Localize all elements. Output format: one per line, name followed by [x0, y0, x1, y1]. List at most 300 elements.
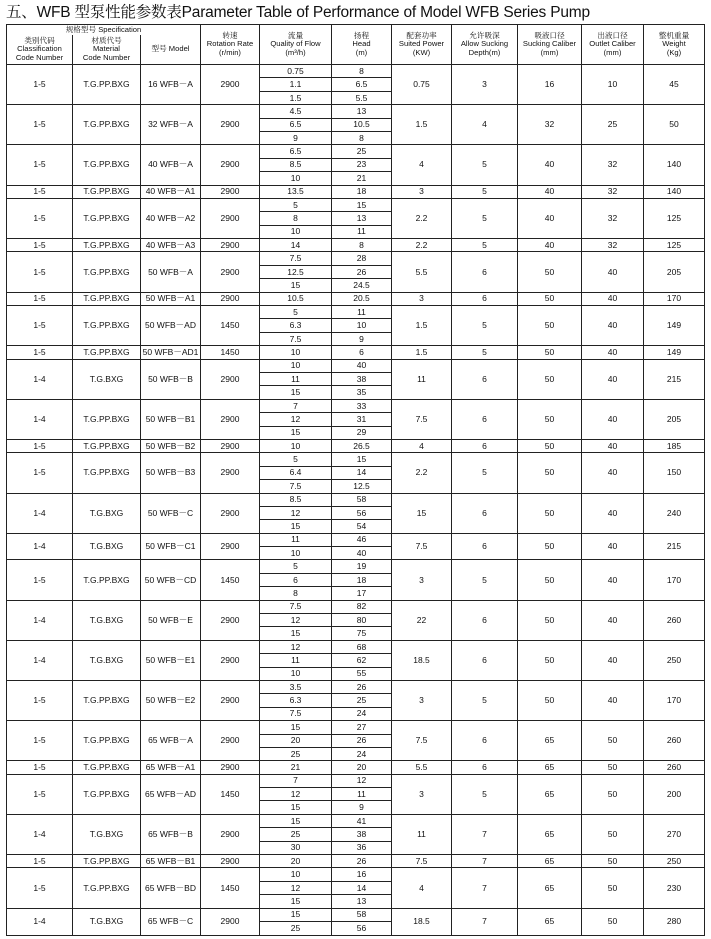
table-row	[7, 533, 705, 546]
model: 50 WFB－E	[141, 600, 201, 640]
head-cell: 17	[332, 587, 392, 600]
table-row	[7, 908, 705, 921]
material-code: T.G.PP.BXG	[73, 439, 141, 452]
material-code: T.G.PP.BXG	[73, 453, 141, 493]
head-cell: 56	[332, 922, 392, 936]
weight: 260	[644, 600, 705, 640]
suited-power: 2.2	[392, 453, 452, 493]
outlet-caliber: 32	[582, 185, 644, 198]
class-code: 1-5	[7, 855, 73, 868]
model: 50 WFB－A	[141, 252, 201, 292]
flow-cell: 15	[260, 627, 332, 640]
weight: 230	[644, 868, 705, 908]
table-row	[7, 814, 705, 827]
table-row	[7, 252, 705, 265]
flow-cell: 6.5	[260, 118, 332, 131]
sucking-depth: 5	[452, 560, 518, 600]
flow-cell: 10.5	[260, 292, 332, 305]
sucking-caliber: 65	[518, 774, 582, 814]
suited-power: 15	[392, 493, 452, 533]
head-cell: 13	[332, 895, 392, 908]
flow-cell: 7.5	[260, 480, 332, 493]
sucking-depth: 5	[452, 346, 518, 359]
sucking-depth: 5	[452, 453, 518, 493]
flow-cell: 7	[260, 774, 332, 787]
head-cell: 13	[332, 105, 392, 118]
class-code: 1-5	[7, 761, 73, 774]
rotation-rate: 1450	[201, 774, 260, 814]
head-cell: 27	[332, 721, 392, 734]
flow-cell: 10	[260, 667, 332, 680]
suited-power: 7.5	[392, 721, 452, 761]
outlet-header: 出液口径 Outlet Caliber (mm)	[582, 25, 644, 65]
model: 65 WFB－B	[141, 814, 201, 854]
outlet-caliber: 40	[582, 560, 644, 600]
head-cell: 9	[332, 332, 392, 345]
head-cell: 20.5	[332, 292, 392, 305]
material-code: T.G.PP.BXG	[73, 761, 141, 774]
head-cell: 58	[332, 908, 392, 921]
flow-cell: 5	[260, 306, 332, 319]
weight: 205	[644, 252, 705, 292]
head-cell: 11	[332, 225, 392, 238]
sucking-caliber: 40	[518, 239, 582, 252]
class-code: 1-5	[7, 774, 73, 814]
flow-cell: 20	[260, 855, 332, 868]
weight: 140	[644, 145, 705, 185]
performance-table	[6, 24, 705, 936]
sucking-depth: 6	[452, 640, 518, 680]
weight: 170	[644, 292, 705, 305]
sucking-depth: 7	[452, 908, 518, 935]
sucking-depth: 6	[452, 600, 518, 640]
flow-cell: 7	[260, 399, 332, 412]
material-code: T.G.PP.BXG	[73, 185, 141, 198]
head-cell: 29	[332, 426, 392, 439]
head-cell: 12.5	[332, 480, 392, 493]
sucking-caliber: 50	[518, 533, 582, 560]
head-cell: 11	[332, 788, 392, 801]
sucking-depth: 6	[452, 292, 518, 305]
model: 65 WFB－A	[141, 721, 201, 761]
flow-cell: 6.3	[260, 319, 332, 332]
weight: 149	[644, 346, 705, 359]
flow-cell: 10	[260, 172, 332, 185]
suited-power: 11	[392, 359, 452, 399]
head-cell: 20	[332, 761, 392, 774]
rotation-rate: 2900	[201, 252, 260, 292]
flow-cell: 6.4	[260, 466, 332, 479]
head-cell: 12	[332, 774, 392, 787]
material-code: T.G.PP.BXG	[73, 198, 141, 238]
model: 32 WFB－A	[141, 105, 201, 145]
model: 40 WFB－A1	[141, 185, 201, 198]
head-cell: 26	[332, 734, 392, 747]
rotation-rate: 2900	[201, 145, 260, 185]
rotation-rate: 2900	[201, 493, 260, 533]
rotation-rate: 2900	[201, 680, 260, 720]
head-cell: 62	[332, 654, 392, 667]
table-row	[7, 292, 705, 305]
flow-cell: 11	[260, 654, 332, 667]
class-code: 1-4	[7, 359, 73, 399]
rotation-rate: 2900	[201, 721, 260, 761]
head-cell: 24	[332, 707, 392, 720]
weight: 150	[644, 453, 705, 493]
flow-cell: 10	[260, 868, 332, 881]
weight: 125	[644, 198, 705, 238]
sucking-caliber: 50	[518, 640, 582, 680]
head-cell: 14	[332, 881, 392, 894]
table-row	[7, 774, 705, 787]
model: 50 WFB－B1	[141, 399, 201, 439]
model: 65 WFB－B1	[141, 855, 201, 868]
model: 50 WFB－B2	[141, 439, 201, 452]
flow-cell: 8.5	[260, 158, 332, 171]
weight: 250	[644, 855, 705, 868]
flow-cell: 15	[260, 721, 332, 734]
flow-cell: 8	[260, 212, 332, 225]
flow-cell: 21	[260, 761, 332, 774]
model: 50 WFB－C1	[141, 533, 201, 560]
outlet-caliber: 50	[582, 908, 644, 935]
rotation-rate: 2900	[201, 600, 260, 640]
table-row	[7, 439, 705, 452]
class-code: 1-5	[7, 239, 73, 252]
rotation-rate: 2900	[201, 640, 260, 680]
head-cell: 38	[332, 828, 392, 841]
weight: 280	[644, 908, 705, 935]
class-code: 1-4	[7, 814, 73, 854]
table-row	[7, 493, 705, 506]
outlet-caliber: 50	[582, 855, 644, 868]
material-code: T.G.PP.BXG	[73, 292, 141, 305]
sucking-caliber: 65	[518, 814, 582, 854]
head-cell: 24	[332, 747, 392, 760]
weight: 250	[644, 640, 705, 680]
class-code: 1-5	[7, 868, 73, 908]
suited-power: 3	[392, 292, 452, 305]
flow-cell: 12	[260, 413, 332, 426]
sucking-depth: 6	[452, 721, 518, 761]
model: 50 WFB－E1	[141, 640, 201, 680]
sucking-caliber: 65	[518, 855, 582, 868]
weight: 170	[644, 680, 705, 720]
head-cell: 75	[332, 627, 392, 640]
flow-cell: 1.5	[260, 91, 332, 104]
sucking-depth: 5	[452, 239, 518, 252]
weight: 185	[644, 439, 705, 452]
flow-cell: 13.5	[260, 185, 332, 198]
table-body	[7, 65, 705, 936]
flow-cell: 12	[260, 881, 332, 894]
head-cell: 35	[332, 386, 392, 399]
rotation-rate: 2900	[201, 453, 260, 493]
head-cell: 26	[332, 265, 392, 278]
outlet-caliber: 50	[582, 721, 644, 761]
suited-power: 1.5	[392, 346, 452, 359]
model: 40 WFB－A3	[141, 239, 201, 252]
rotation-rate: 2900	[201, 908, 260, 935]
suited-power: 7.5	[392, 399, 452, 439]
head-cell: 6	[332, 346, 392, 359]
head-cell: 21	[332, 172, 392, 185]
material-code: T.G.BXG	[73, 814, 141, 854]
sucking-caliber: 50	[518, 346, 582, 359]
sucking-depth: 6	[452, 493, 518, 533]
flow-cell: 20	[260, 734, 332, 747]
outlet-caliber: 40	[582, 640, 644, 680]
class-code: 1-5	[7, 65, 73, 105]
flow-cell: 11	[260, 533, 332, 546]
head-cell: 5.5	[332, 91, 392, 104]
material-code: T.G.BXG	[73, 640, 141, 680]
flow-cell: 12.5	[260, 265, 332, 278]
suited-power: 4	[392, 145, 452, 185]
outlet-caliber: 40	[582, 680, 644, 720]
sucking-caliber: 50	[518, 680, 582, 720]
head-cell: 46	[332, 533, 392, 546]
class-code: 1-5	[7, 292, 73, 305]
table-row	[7, 680, 705, 693]
head-cell: 36	[332, 841, 392, 854]
class-code: 1-4	[7, 908, 73, 935]
flow-cell: 6	[260, 573, 332, 586]
rotation-rate: 2900	[201, 185, 260, 198]
head-cell: 15	[332, 198, 392, 211]
rotation-rate: 1450	[201, 306, 260, 346]
rotation-rate: 2900	[201, 239, 260, 252]
suited-power: 22	[392, 600, 452, 640]
flow-cell: 10	[260, 225, 332, 238]
weight-header: 整机重量 Weight (Kg)	[644, 25, 705, 65]
table-row	[7, 721, 705, 734]
flow-cell: 15	[260, 279, 332, 292]
suited-power: 4	[392, 868, 452, 908]
material-code: T.G.BXG	[73, 908, 141, 935]
model: 40 WFB－A	[141, 145, 201, 185]
speed-header: 转速 Rotation Rate (r/min)	[201, 25, 260, 65]
flow-cell: 25	[260, 922, 332, 936]
outlet-caliber: 50	[582, 761, 644, 774]
material-code: T.G.PP.BXG	[73, 65, 141, 105]
flow-cell: 6.5	[260, 145, 332, 158]
rotation-rate: 2900	[201, 399, 260, 439]
table-row	[7, 198, 705, 211]
outlet-caliber: 40	[582, 346, 644, 359]
material-code: T.G.PP.BXG	[73, 252, 141, 292]
material-code: T.G.PP.BXG	[73, 855, 141, 868]
table-row	[7, 560, 705, 573]
sucking-depth: 6	[452, 533, 518, 560]
suited-power: 4	[392, 439, 452, 452]
rotation-rate: 2900	[201, 65, 260, 105]
class-code: 1-5	[7, 346, 73, 359]
head-cell: 18	[332, 185, 392, 198]
outlet-caliber: 40	[582, 439, 644, 452]
suited-power: 5.5	[392, 252, 452, 292]
sucking-depth: 5	[452, 774, 518, 814]
material-code: T.G.PP.BXG	[73, 145, 141, 185]
head-cell: 10	[332, 319, 392, 332]
material-header: 材质代号 Material Code Number	[73, 35, 141, 65]
suited-power: 5.5	[392, 761, 452, 774]
head-cell: 14	[332, 466, 392, 479]
outlet-caliber: 40	[582, 306, 644, 346]
outlet-caliber: 32	[582, 198, 644, 238]
head-cell: 68	[332, 640, 392, 653]
sucking-caliber: 50	[518, 600, 582, 640]
sucking-depth: 5	[452, 680, 518, 720]
suited-power: 7.5	[392, 855, 452, 868]
rotation-rate: 2900	[201, 359, 260, 399]
class-code: 1-5	[7, 721, 73, 761]
class-code: 1-4	[7, 493, 73, 533]
class-code: 1-5	[7, 453, 73, 493]
outlet-caliber: 50	[582, 814, 644, 854]
flow-cell: 8	[260, 587, 332, 600]
class-code: 1-5	[7, 198, 73, 238]
sucking-depth: 7	[452, 855, 518, 868]
head-cell: 26.5	[332, 439, 392, 452]
flow-cell: 15	[260, 908, 332, 921]
rotation-rate: 2900	[201, 533, 260, 560]
sucking-caliber: 50	[518, 252, 582, 292]
class-code: 1-4	[7, 640, 73, 680]
rotation-rate: 2900	[201, 814, 260, 854]
model-header: 型号 Model	[141, 35, 201, 65]
flow-cell: 14	[260, 239, 332, 252]
weight: 140	[644, 185, 705, 198]
power-header: 配套功率 Suited Power (KW)	[392, 25, 452, 65]
flow-cell: 15	[260, 426, 332, 439]
material-code: T.G.BXG	[73, 600, 141, 640]
sucking-caliber: 50	[518, 292, 582, 305]
material-code: T.G.BXG	[73, 493, 141, 533]
flow-header: 流量 Quality of Flow (m³/h)	[260, 25, 332, 65]
sucking-depth: 5	[452, 198, 518, 238]
rotation-rate: 1450	[201, 868, 260, 908]
sucking-depth: 3	[452, 65, 518, 105]
suited-power: 1.5	[392, 105, 452, 145]
sucking-caliber: 40	[518, 198, 582, 238]
model: 50 WFB－AD1	[141, 346, 201, 359]
sucking-depth: 5	[452, 185, 518, 198]
class-code: 1-5	[7, 185, 73, 198]
class-code: 1-4	[7, 533, 73, 560]
suited-power: 3	[392, 774, 452, 814]
class-code: 1-5	[7, 105, 73, 145]
head-cell: 54	[332, 520, 392, 533]
sucking-caliber: 50	[518, 493, 582, 533]
table-row	[7, 145, 705, 158]
weight: 200	[644, 774, 705, 814]
table-row	[7, 105, 705, 118]
material-code: T.G.PP.BXG	[73, 346, 141, 359]
table-row	[7, 868, 705, 881]
sucking-caliber: 50	[518, 306, 582, 346]
sucking-caliber: 16	[518, 65, 582, 105]
sucking-depth: 4	[452, 105, 518, 145]
head-cell: 11	[332, 306, 392, 319]
flow-cell: 25	[260, 747, 332, 760]
rotation-rate: 2900	[201, 439, 260, 452]
outlet-caliber: 40	[582, 600, 644, 640]
suited-power: 3	[392, 560, 452, 600]
sucking-caliber: 65	[518, 761, 582, 774]
sucking-caliber: 50	[518, 359, 582, 399]
sucking-depth: 6	[452, 439, 518, 452]
suited-power: 2.2	[392, 239, 452, 252]
material-code: T.G.PP.BXG	[73, 105, 141, 145]
table-row	[7, 855, 705, 868]
flow-cell: 15	[260, 814, 332, 827]
model: 50 WFB－C	[141, 493, 201, 533]
flow-cell: 30	[260, 841, 332, 854]
suited-power: 1.5	[392, 306, 452, 346]
model: 50 WFB－E2	[141, 680, 201, 720]
material-code: T.G.PP.BXG	[73, 774, 141, 814]
flow-cell: 7.5	[260, 252, 332, 265]
flow-cell: 9	[260, 131, 332, 144]
suited-power: 18.5	[392, 908, 452, 935]
outlet-caliber: 40	[582, 399, 644, 439]
flow-cell: 15	[260, 801, 332, 814]
head-cell: 8	[332, 239, 392, 252]
flow-cell: 10	[260, 547, 332, 560]
sucking-caliber: 50	[518, 453, 582, 493]
outlet-caliber: 40	[582, 453, 644, 493]
outlet-caliber: 50	[582, 868, 644, 908]
head-cell: 80	[332, 614, 392, 627]
material-code: T.G.PP.BXG	[73, 239, 141, 252]
suited-power: 11	[392, 814, 452, 854]
head-cell: 15	[332, 453, 392, 466]
class-code: 1-5	[7, 560, 73, 600]
weight: 215	[644, 533, 705, 560]
flow-cell: 12	[260, 614, 332, 627]
sucking-caliber: 32	[518, 105, 582, 145]
head-cell: 55	[332, 667, 392, 680]
head-cell: 28	[332, 252, 392, 265]
weight: 50	[644, 105, 705, 145]
head-cell: 58	[332, 493, 392, 506]
outlet-caliber: 40	[582, 493, 644, 533]
flow-cell: 3.5	[260, 680, 332, 693]
sucking-depth: 7	[452, 814, 518, 854]
table-header	[7, 25, 705, 65]
head-cell: 16	[332, 868, 392, 881]
model: 65 WFB－BD	[141, 868, 201, 908]
head-cell: 31	[332, 413, 392, 426]
head-cell: 8	[332, 131, 392, 144]
flow-cell: 7.5	[260, 600, 332, 613]
model: 16 WFB－A	[141, 65, 201, 105]
material-code: T.G.PP.BXG	[73, 868, 141, 908]
weight: 125	[644, 239, 705, 252]
head-cell: 40	[332, 547, 392, 560]
model: 65 WFB－AD	[141, 774, 201, 814]
flow-cell: 5	[260, 560, 332, 573]
weight: 205	[644, 399, 705, 439]
flow-cell: 10	[260, 346, 332, 359]
model: 65 WFB－C	[141, 908, 201, 935]
outlet-caliber: 40	[582, 252, 644, 292]
page-title: 五、WFB 型泵性能参数表Parameter Table of Performance of Model WFB Series Pump	[6, 4, 590, 21]
sucking-caliber: 50	[518, 560, 582, 600]
outlet-caliber: 25	[582, 105, 644, 145]
flow-cell: 1.1	[260, 78, 332, 91]
